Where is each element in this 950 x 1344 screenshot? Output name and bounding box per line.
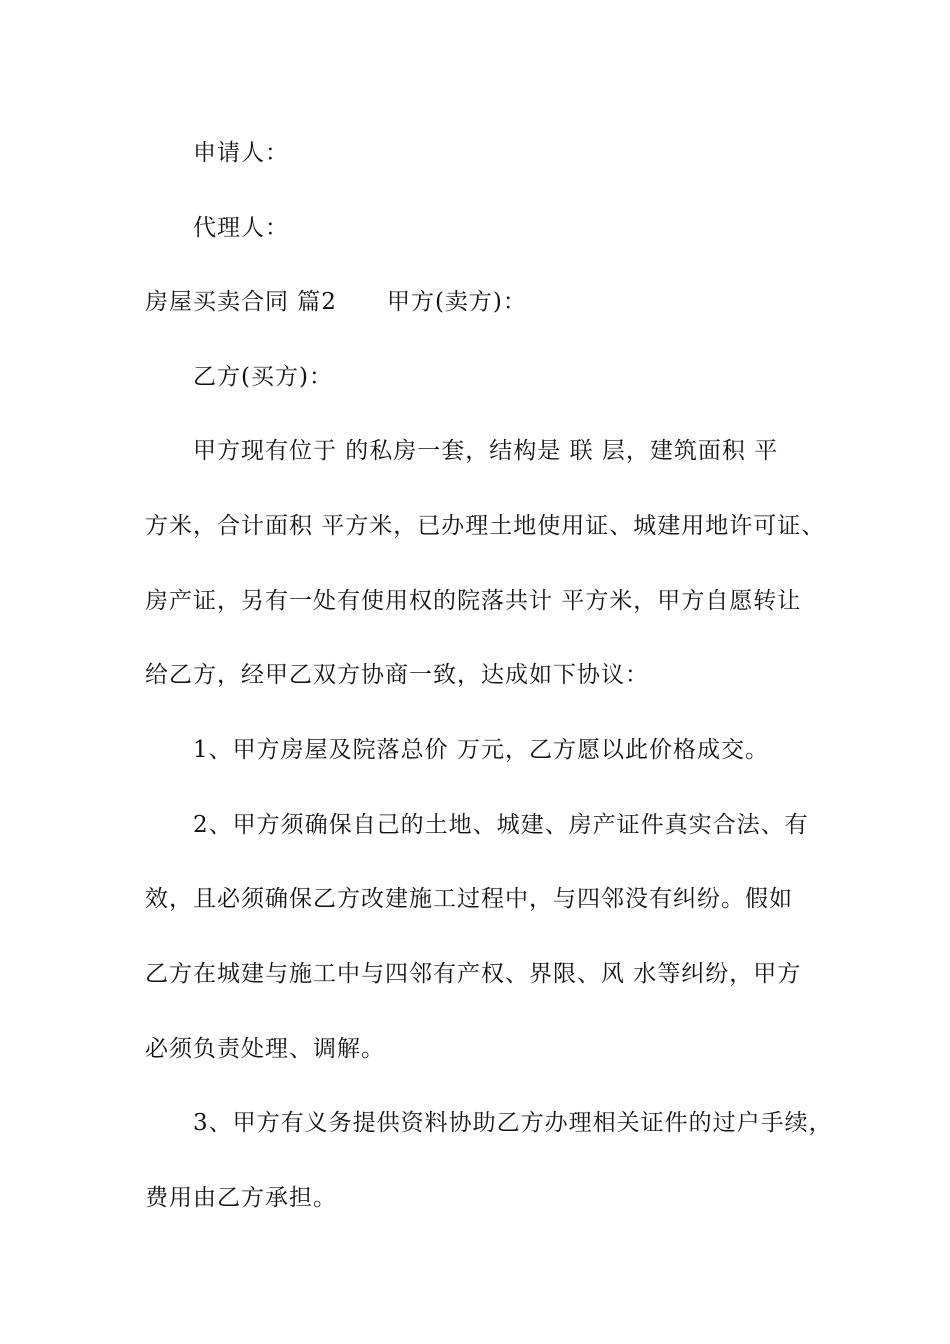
clause-2-line-3: 乙方在城建与施工中与四邻有产权、界限、风 水等纠纷，甲方 (145, 961, 802, 987)
party-b-label: 乙方(买方)： (193, 364, 333, 390)
clause-2-line-1: 2、甲方须确保自己的土地、城建、房产证件真实合法、有 (193, 812, 809, 838)
party-a-label: 甲方(卖方)： (386, 289, 527, 315)
applicant-label: 申请人： (193, 140, 289, 166)
clause-3-line-2: 费用由乙方承担。 (145, 1185, 337, 1211)
clause-2-line-4: 必须负责处理、调解。 (145, 1036, 385, 1062)
contract-title: 房屋买卖合同 篇2 (145, 289, 337, 315)
clause-1-line-1: 1、甲方房屋及院落总价 万元，乙方愿以此价格成交。 (193, 737, 769, 763)
clause-3-line-1: 3、甲方有义务提供资料协助乙方办理相关证件的过户手续， (193, 1110, 833, 1136)
contract-heading-line (145, 287, 825, 317)
intro-line-4: 给乙方，经甲乙双方协商一致，达成如下协议： (145, 662, 649, 688)
intro-line-1: 甲方现有位于 的私房一套，结构是 联 层，建筑面积 平 (193, 438, 779, 464)
agent-label: 代理人： (193, 215, 289, 241)
intro-line-3: 房产证，另有一处有使用权的院落共计 平方米，甲方自愿转让 (145, 588, 802, 614)
clause-2-line-2: 效，且必须确保乙方改建施工过程中，与四邻没有纠纷。假如 (145, 886, 793, 912)
intro-line-2: 方米，合计面积 平方米，已办理土地使用证、城建用地许可证、 (145, 513, 826, 539)
